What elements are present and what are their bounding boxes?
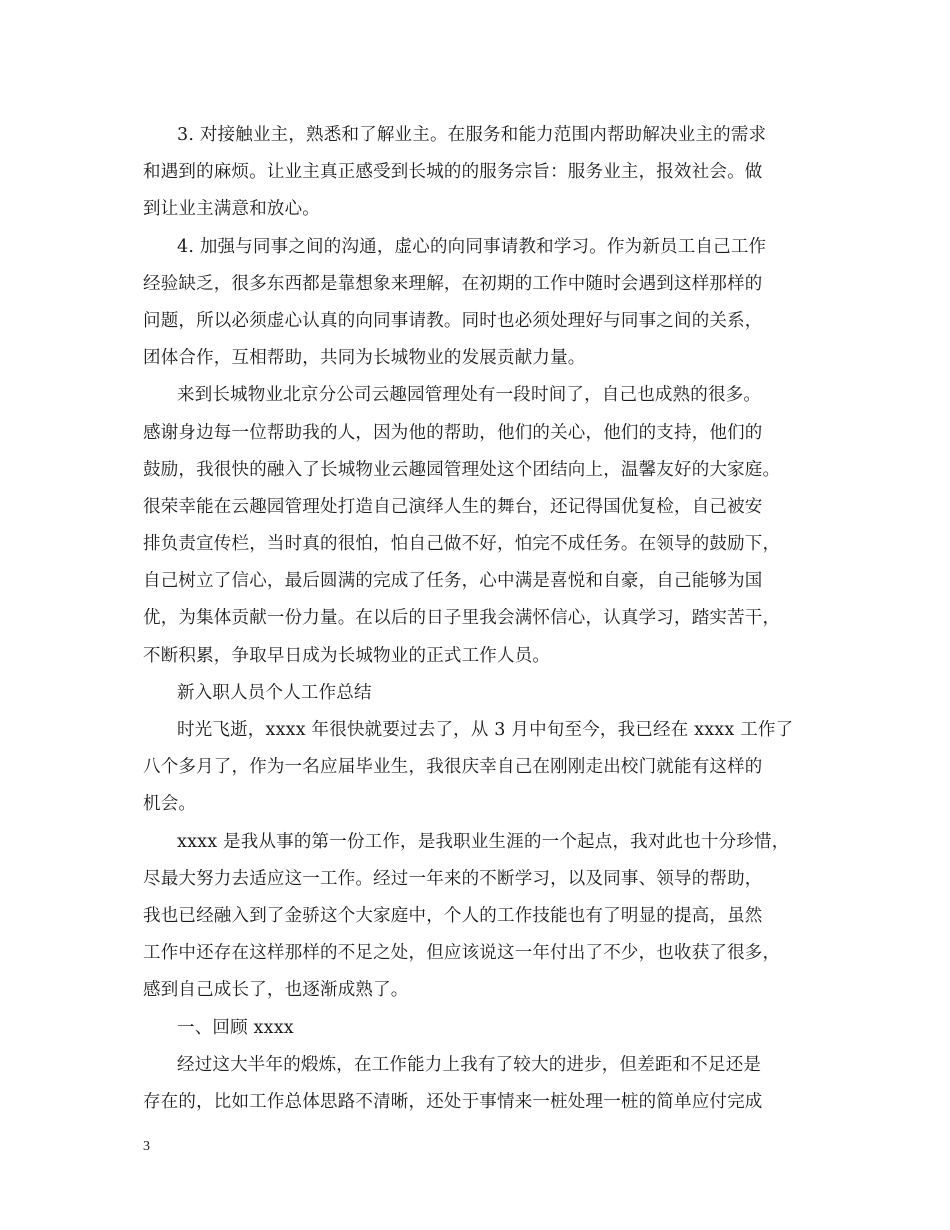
paragraph-line: 排负责宣传栏，当时真的很怕，怕自己做不好，怕完不成任务。在领导的鼓励下，: [143, 534, 781, 555]
paragraph-line: 经过这大半年的煅炼，在工作能力上我有了较大的进步，但差距和不足还是: [177, 1054, 762, 1075]
paragraph-line: 感谢身边每一位帮助我的人，因为他的帮助，他们的关心，他们的支持，他们的: [143, 422, 763, 443]
paragraph-line: 优，为集体贡献一份力量。在以后的日子里我会满怀信心，认真学习，踏实苦干，: [143, 608, 781, 629]
paragraph-line: 存在的，比如工作总体思路不清晰，还处于事情来一桩处理一桩的简单应付完成: [143, 1091, 763, 1112]
paragraph-line: 团体合作，互相帮助，共同为长城物业的发展贡献力量。: [143, 348, 586, 369]
paragraph-line: 4. 加强与同事之间的沟通，虚心的向同事请教和学习。作为新员工自己工作: [177, 236, 767, 257]
paragraph-line: 我也已经融入到了金骄这个大家庭中，个人的工作技能也有了明显的提高，虽然: [143, 905, 763, 926]
paragraph-line: 时光飞逝，xxxx 年很快就要过去了，从 3 月中旬至今，我已经在 xxxx 工作了: [177, 720, 794, 740]
page-number: 3: [143, 1139, 150, 1154]
paragraph-line: 经验缺乏，很多东西都是靠想象来理解，在初期的工作中随时会遇到这样那样的: [143, 273, 763, 294]
paragraph-line: 3. 对接触业主，熟悉和了解业主。在服务和能力范围内帮助解决业主的需求: [177, 125, 767, 145]
paragraph-line: 尽最大努力去适应这一工作。经过一年来的不断学习，以及同事、领导的帮助，: [143, 868, 763, 889]
paragraph-line: 感到自己成长了，也逐渐成熟了。: [143, 980, 409, 1001]
paragraph-line: 不断积累，争取早日成为长城物业的正式工作人员。: [143, 645, 551, 666]
paragraph-line: 到让业主满意和放心。: [143, 199, 320, 220]
paragraph-line: 鼓励，我很快的融入了长城物业云趣园管理处这个团结向上，温馨友好的大家庭。: [143, 459, 781, 480]
paragraph-line: xxxx 是我从事的第一份工作，是我职业生涯的一个起点，我对此也十分珍惜，: [177, 831, 790, 852]
paragraph-line: 很荣幸能在云趣园管理处打造自己演绎人生的舞台，还记得国优复检，自己被安: [143, 496, 763, 517]
page-body: [143, 117, 811, 1121]
paragraph-line: 自己树立了信心，最后圆满的完成了任务，心中满是喜悦和自豪，自己能够为国: [143, 571, 763, 592]
paragraph-line: 和遇到的麻烦。让业主真正感受到长城的的服务宗旨：服务业主，报效社会。做: [143, 162, 763, 183]
paragraph-line: 问题，所以必须虚心认真的向同事请教。同时也必须处理好与同事之间的关系，: [143, 310, 763, 331]
paragraph-line: 八个多月了，作为一名应届毕业生，我很庆幸自己在刚刚走出校门就能有这样的: [143, 757, 763, 778]
section-heading: 一、回顾 xxxx: [177, 1017, 294, 1038]
paragraph-line: 工作中还存在这样那样的不足之处，但应该说这一年付出了不少，也收获了很多，: [143, 943, 781, 964]
paragraph-line: 机会。: [143, 794, 197, 815]
paragraph-line: 来到长城物业北京分公司云趣园管理处有一段时间了，自己也成熟的很多。: [177, 385, 762, 406]
section-heading: 新入职人员个人工作总结: [177, 682, 372, 703]
